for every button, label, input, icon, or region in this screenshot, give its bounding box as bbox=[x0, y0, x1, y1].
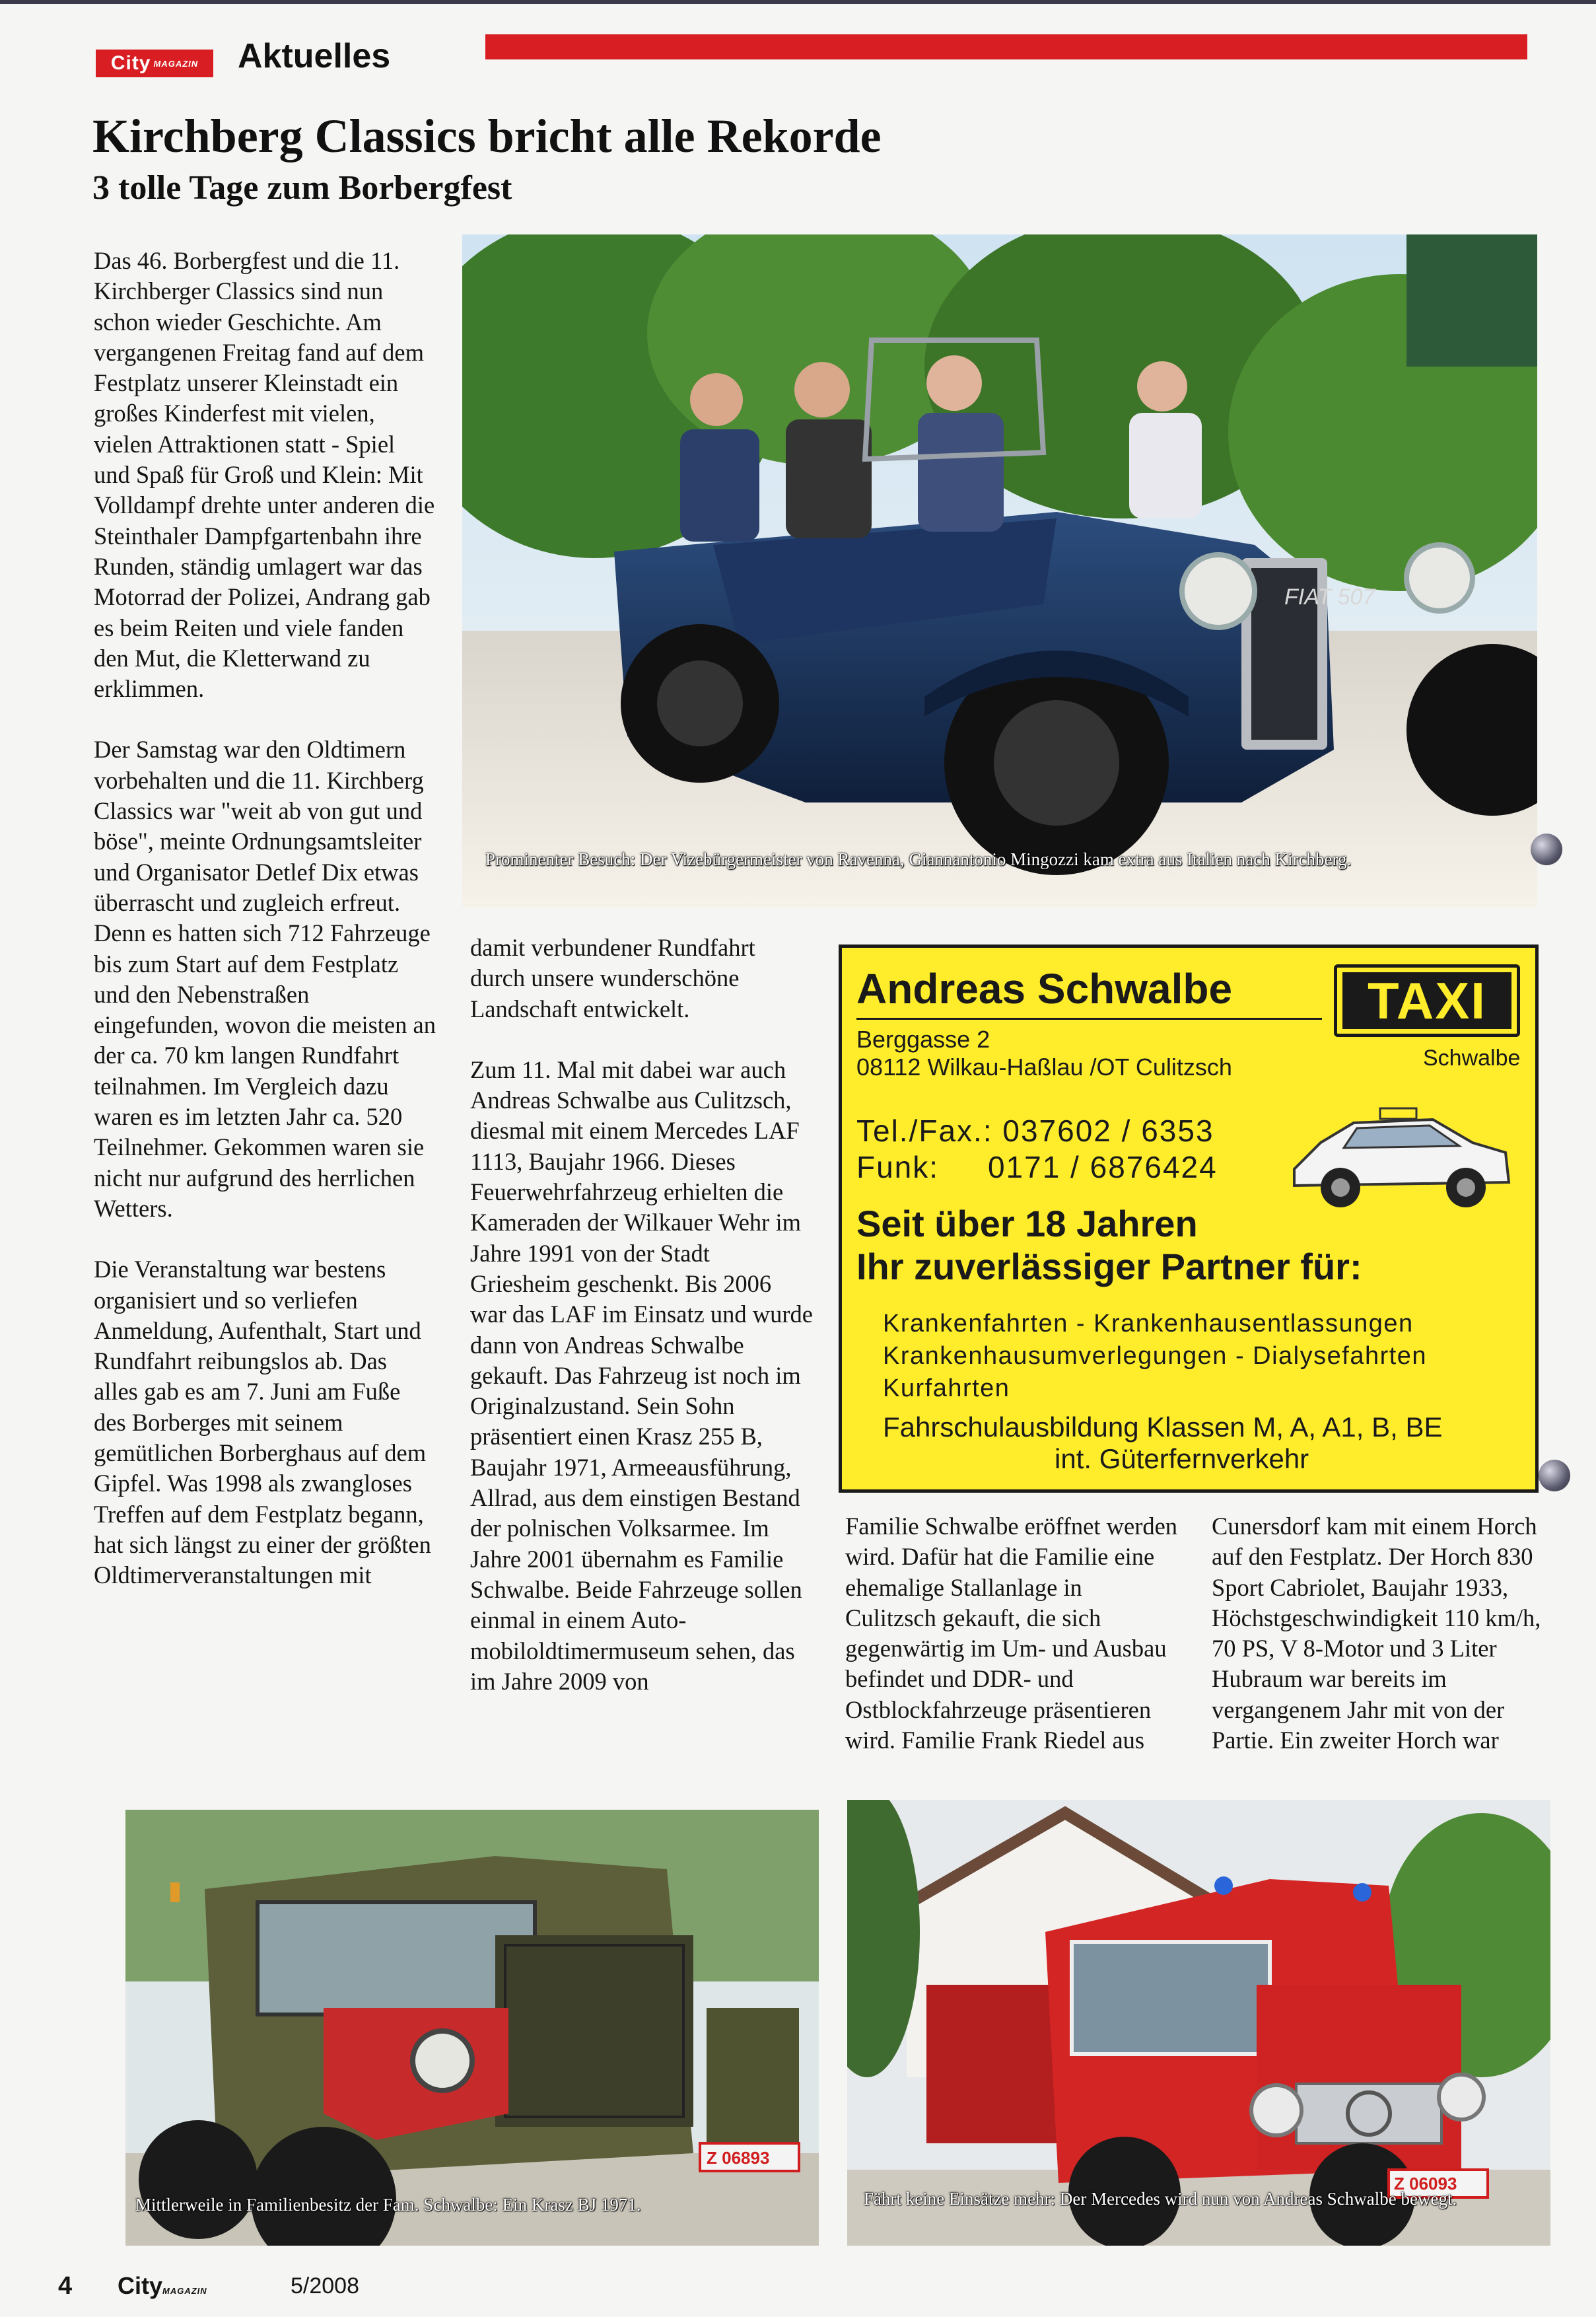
ad-brand: Schwalbe bbox=[1423, 1046, 1521, 1071]
footer-logo-main: City bbox=[118, 2272, 163, 2299]
article-subheadline: 3 tolle Tage zum Borbergfest bbox=[92, 169, 512, 207]
decorative-sphere bbox=[1539, 1460, 1570, 1491]
ad-freight: int. Güterfernverkehr bbox=[1055, 1443, 1309, 1474]
ad-company-name: Andreas Schwalbe bbox=[856, 965, 1233, 1013]
paragraph: Das 46. Borbergfest und die 11. Kirchberger Classics sind nun schon wieder Geschichte. Am vergangenen Freitag fand auf dem Festplatz unserer Kleinstadt ein großes Kinderfest mit vielen, vielen Attraktionen statt - Spiel und Spaß für Groß und Klein: Mit Volldampf drehte unter anderen die Steinthaler Dampfgartenbahn ihre Runden, ständig umlagert war das Motorrad der Polizei, Andrang gab es beim Reiten und viele fanden den Mut, die Kletterwand zu erklimmen. bbox=[94, 247, 435, 703]
ad-service-line: Krankenfahrten - Krankenhausentlassungen bbox=[883, 1310, 1414, 1337]
taxi-advertisement bbox=[839, 945, 1539, 1493]
taxi-sign-text: TAXI bbox=[1342, 972, 1511, 1029]
issue-number: 5/2008 bbox=[291, 2273, 359, 2299]
text-column-4 bbox=[1212, 1511, 1555, 1756]
footer-logo bbox=[118, 2272, 207, 2300]
article-headline: Kirchberg Classics bricht alle Rekorde bbox=[92, 110, 882, 162]
logo-main-text: City bbox=[110, 52, 151, 74]
truck-license-plate: Z 06893 bbox=[707, 2148, 770, 2168]
truck-illustration bbox=[125, 1810, 819, 2246]
text-column-3 bbox=[845, 1511, 1179, 1756]
vintage-car-illustration bbox=[462, 234, 1537, 907]
ad-city: 08112 Wilkau-Haßlau /OT Culitzsch bbox=[856, 1053, 1232, 1081]
fire-truck-illustration bbox=[847, 1800, 1550, 2246]
magazine-logo bbox=[96, 50, 213, 77]
ad-driving-school: Fahrschulausbildung Klassen M, A, A1, B, BE bbox=[883, 1411, 1443, 1443]
ad-slogan-line-2: Ihr zuverlässiger Partner für: bbox=[856, 1246, 1362, 1287]
photo-fire-truck bbox=[847, 1800, 1550, 2246]
ad-service-line: Kurfahrten bbox=[883, 1374, 1010, 1402]
photo-krasz-truck bbox=[125, 1810, 819, 2246]
text-column-2 bbox=[470, 933, 814, 1697]
photo-caption-top: Prominenter Besuch: Der Vizebürgermeister von Ravenna, Giannantonio Mingozzi kam extra aus Italien nach Kirchberg. bbox=[485, 849, 1352, 869]
paragraph: Cunersdorf kam mit einem Horch auf den Festplatz. Der Horch 830 Sport Cabriolet, Baujahr 1933, Höchstgeschwindigkeit 110 km/h, 70 PS, V 8-Motor und 3 Liter Hubraum war bereits im vergangenem Jahr mit von der Partie. Ein zweiter Horch war bbox=[1212, 1513, 1541, 1754]
ad-phone: Tel./Fax.: 037602 / 6353 bbox=[856, 1114, 1214, 1148]
logo-sub-text: MAGAZIN bbox=[153, 58, 199, 69]
ad-slogan-line-1: Seit über 18 Jahren bbox=[856, 1203, 1198, 1244]
decorative-sphere bbox=[1531, 834, 1562, 865]
ad-services bbox=[883, 1308, 1427, 1405]
header-accent-bar bbox=[485, 34, 1527, 59]
fire-truck-license-plate: Z 06093 bbox=[1394, 2174, 1457, 2193]
photo-caption-left: Mittlerweile in Familienbesitz der Fam. Schwalbe: Ein Krasz BJ 1971. bbox=[135, 2195, 641, 2215]
ad-street: Berggasse 2 bbox=[856, 1026, 990, 1053]
taxi-sign bbox=[1334, 964, 1520, 1037]
footer-logo-sub: MAGAZIN bbox=[162, 2286, 207, 2296]
top-border-line bbox=[0, 0, 1596, 4]
paragraph: Zum 11. Mal mit dabei war auch Andreas Schwalbe aus Culitzsch, diesmal mit einem Mercedes LAF 1113, Baujahr 1966. Dieses Feuerwehrfahrzeug erhielten die Kameraden der Wilkauer Wehr im Jahre 1991 von der Stadt Griesheim geschenkt. Bis 2006 war das LAF im Einsatz und wurde dann von Andreas Schwalbe gekauft. Das Fahrzeug ist noch im Originalzustand. Sein Sohn präsentiert einen Krasz 255 B, Baujahr 1971, Armeeausführung, Allrad, aus dem einstigen Bestand der polnischen Volksarmee. Im Jahre 2001 übernahm es Familie Schwalbe. Beide Fahrzeuge sollen einmal in einem Automobiloldtimermuseum sehen, das im Jahre 2009 von bbox=[470, 1055, 814, 1695]
paragraph: Der Samstag war den Oldtimern vorbehalten und die 11. Kirchberg Classics war "weit ab von gut und böse", meinte Ordnungsamtsleiter und Organisator Detlef Dix etwas überrascht und zugleich erfreut. Denn es hatten sich 712 Fahrzeuge bis zum Start auf dem Festplatz und den Nebenstraßen eingefunden, wovon die meisten an der ca. 70 km langen Rundfahrt teilnahmen. Im Vergleich dazu waren es im letzten Jahr ca. 520 Teilnehmer. Gekommen waren sie nicht nur aufgrund des herrlichen Wetters. bbox=[94, 736, 436, 1222]
photo-caption-right: Fährt keine Einsätze mehr: Der Mercedes wird nun von Andreas Schwalbe bewegt. bbox=[864, 2189, 1457, 2209]
ad-divider bbox=[856, 1018, 1322, 1020]
paragraph: damit verbundener Rundfahrt durch unsere wunderschöne Landschaft entwickelt. bbox=[470, 934, 755, 1022]
radiator-emblem: FIAT 507 bbox=[1284, 585, 1375, 610]
section-label: Aktuelles bbox=[238, 37, 391, 75]
page-number: 4 bbox=[58, 2272, 73, 2300]
paragraph: Die Veranstaltung war bestens organisiert und so verliefen Anmeldung, Aufenthalt, Start und Rundfahrt reibungslos ab. Das alles gab es am 7. Juni am Fuße des Borberges mit seinem gemütlichen Borberghaus auf dem Gipfel. Was 1998 als zwangloses Treffen auf dem Festplatz begann, hat sich längst zu einer der größten Oldtimerveranstaltungen mit bbox=[94, 1256, 431, 1589]
ad-service-line: Krankenhausumverlegungen - Dialysefahrten bbox=[883, 1342, 1428, 1370]
photo-vintage-car bbox=[462, 234, 1537, 907]
paragraph: Familie Schwalbe eröffnet werden wird. Dafür hat die Familie eine ehemalige Stallanlage in Culitzsch gekauft, die sich gegenwärtig im Um- und Ausbau befindet und DDR- und Ostblockfahrzeuge präsentieren wird. Familie Frank Riedel aus bbox=[845, 1513, 1178, 1754]
text-column-1 bbox=[94, 246, 437, 1590]
ad-mobile: Funk: 0171 / 6876424 bbox=[856, 1150, 1218, 1184]
taxi-car-icon bbox=[1281, 1090, 1519, 1222]
